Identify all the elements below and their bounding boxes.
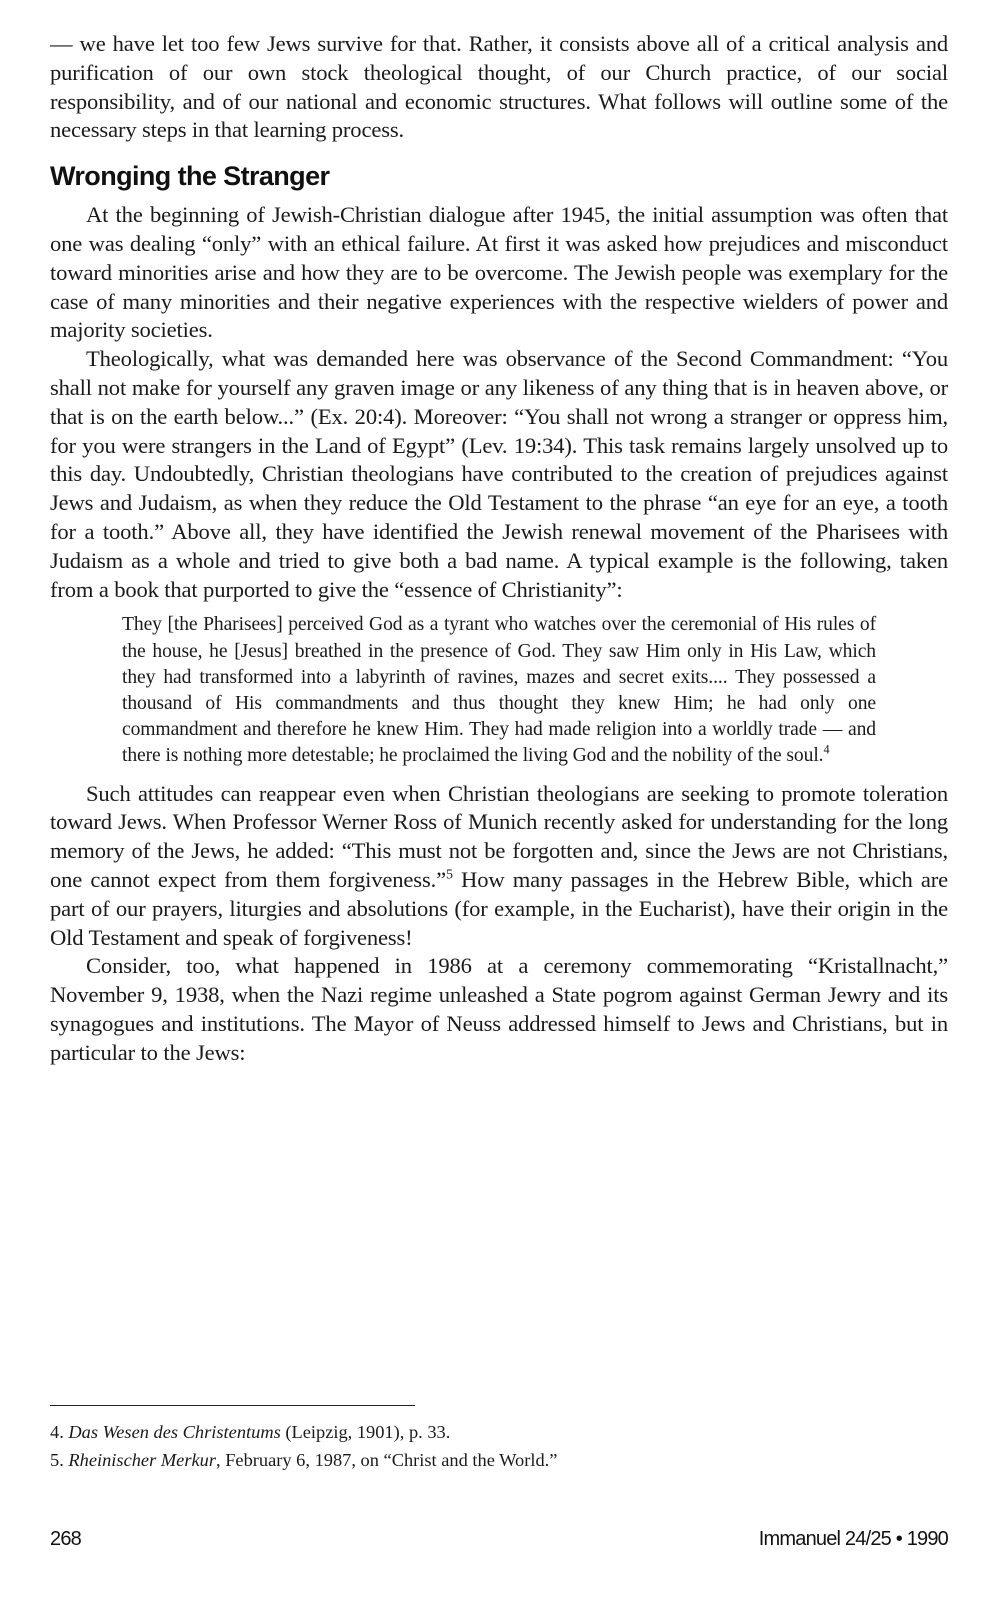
- footnote-number: 5.: [50, 1450, 64, 1470]
- paragraph-dialogue: At the beginning of Jewish-Christian dialogue after 1945, the initial assumption was often that one was dealing “only” with an ethical failure. At first it was asked how prejudices and misconduct toward minorities arise and how they are to be overcome. The Jewish people was exemplary for the case of many minorities and their negative experiences with the respective wielders of power and majority societies.: [50, 202, 948, 343]
- journal-citation: Immanuel 24/25 • 1990: [758, 1528, 948, 1550]
- footnote-ref-4[interactable]: 4: [823, 743, 830, 758]
- blockquote-text: They [the Pharisees] perceived God as a tyrant who watches over the ceremonial of His rules of the house, he [Jesus] breathed in the presence of God. They saw Him only in His Law, which they had transformed into a labyrinth of ravines, mazes and secret exits.... They possessed a thousand of His commandments and thus thought they knew Him; he had only one commandment and therefore he knew Him. They had made religion into a worldly trade — and there is nothing more detestable; he proclaimed the living God and the nobility of the soul.: [122, 614, 876, 767]
- paragraph-text-continued: How many passages in the Hebrew Bible, which are part of our prayers, liturgies and absolutions (for example, in the Eucharist), have their origin in the Old Testament and speak of forgiveness!: [50, 866, 949, 950]
- page-number: 268: [50, 1528, 81, 1550]
- footnotes: [50, 1418, 948, 1474]
- footnote-title: Das Wesen des Christentums: [68, 1422, 281, 1442]
- footnote-detail: , February 6, 1987, on “Christ and the World.”: [216, 1450, 558, 1470]
- footnote-detail: (Leipzig, 1901), p. 33.: [280, 1422, 451, 1442]
- page-footer: [50, 1528, 948, 1551]
- intro-paragraph: — we have let too few Jews survive for that. Rather, it consists above all of a critical analysis and purification of our own stock theological thought, of our Church practice, of our social responsibility, and of our national and economic structures. What follows will outline some of the necessary steps in that learning process.: [50, 31, 948, 143]
- footnote-title: Rheinischer Merkur: [68, 1450, 216, 1470]
- paragraph-text: Such attitudes can reappear even when Christian theologians are seeking to promote toleration toward Jews. When Professor Werner Ross of Munich recently asked for understanding for the long memory of the Jews, he added: “This must not be forgotten and, since the Jews are not Christians, one cannot expect from them forgiveness.”: [50, 780, 948, 892]
- footnote-divider: [50, 1405, 415, 1406]
- footnote-5: [50, 1446, 948, 1474]
- paragraph-consider: Consider, too, what happened in 1986 at a ceremony commemorating “Kristallnacht,” November 9, 1938, when the Nazi regime unleashed a State pogrom against German Jewry and its synagogues and institutions. The Mayor of Neuss addressed himself to Jews and Christians, but in particular to the Jews:: [50, 953, 948, 1065]
- page-content: [50, 30, 948, 1068]
- footnote-number: 4.: [50, 1422, 64, 1442]
- footnote-4: [50, 1418, 948, 1446]
- blockquote: [122, 612, 876, 769]
- section-heading: Wronging the Stranger: [50, 161, 330, 192]
- paragraph-theologically: Theologically, what was demanded here was observance of the Second Commandment: “You shall not make for yourself any graven image or any likeness of any thing that is in heaven above, or that is on the earth below...” (Ex. 20:4). Moreover: “You shall not wrong a stranger or oppress him, for you were strangers in the Land of Egypt” (Lev. 19:34). This task remains largely unsolved up to this day. Undoubtedly, Christian theologians have contributed to the creation of prejudices against Jews and Judaism, as when they reduce the Old Testament to the phrase “an eye for an eye, a tooth for a tooth.” Above all, they have identified the Jewish renewal movement of the Pharisees with Judaism as a whole and tried to give both a bad name. A typical example is the following, taken from a book that purported to give the “essence of Christianity”:: [50, 346, 948, 602]
- footnote-ref-5[interactable]: 5: [445, 867, 453, 883]
- paragraph-such-attitudes: [50, 780, 948, 953]
